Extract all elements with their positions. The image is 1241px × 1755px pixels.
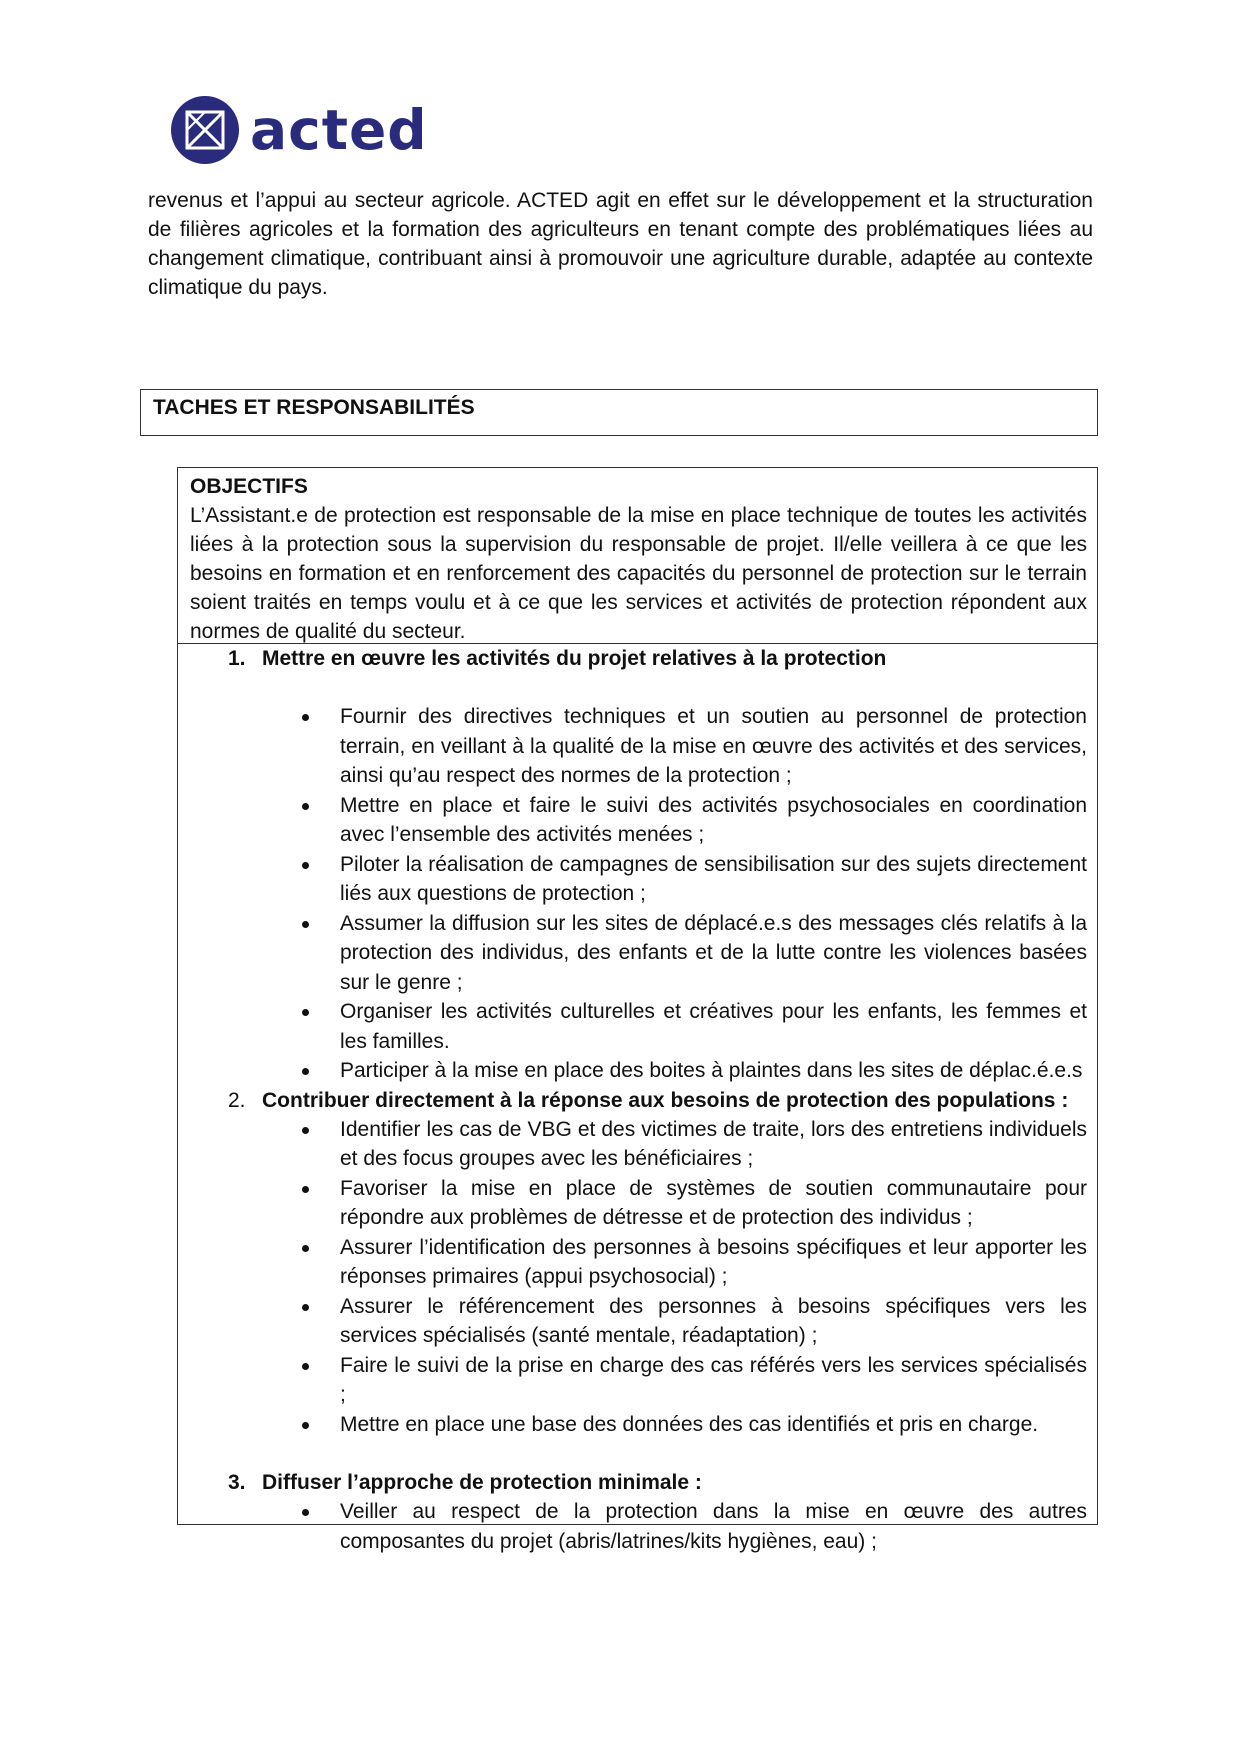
bullet-icon bbox=[302, 714, 309, 721]
section-3-number: 3. bbox=[228, 1471, 246, 1494]
acted-logo bbox=[170, 95, 428, 165]
intro-paragraph: revenus et l’appui au secteur agricole. ACTED agit en effet sur le développement et la structuration de filières agricoles et la formation des agriculteurs en tenant compte des problématiques liées au changement climatique, contribuant ainsi à promouvoir une agriculture durable, adaptée au contexte climatique du pays. bbox=[148, 189, 1093, 299]
acted-logo-mark bbox=[170, 95, 240, 165]
taches-title: TACHES ET RESPONSABILITÉS bbox=[153, 396, 475, 419]
list-item: Assumer la diffusion sur les sites de déplacé.e.s des messages clés relatifs à la protection des individus, des enfants et de la lutte contre les violences basées sur le genre ; bbox=[178, 909, 1087, 998]
responsibilities-table bbox=[177, 467, 1098, 1553]
bullet-icon bbox=[302, 1509, 309, 1516]
section-1-list bbox=[178, 702, 1087, 1086]
section-3-list bbox=[178, 1497, 1087, 1556]
tasks-cell bbox=[178, 644, 1097, 1556]
section-1-number: 1. bbox=[228, 647, 246, 670]
section-1-title: Mettre en œuvre les activités du projet relatives à la protection bbox=[262, 647, 887, 670]
bullet-icon bbox=[302, 1245, 309, 1252]
bullet-icon bbox=[302, 1068, 309, 1075]
bullet-icon bbox=[302, 1009, 309, 1016]
bullet-icon bbox=[302, 1304, 309, 1311]
objectifs-title: OBJECTIFS bbox=[190, 475, 308, 498]
list-item: Identifier les cas de VBG et des victimes de traite, lors des entretiens individuels et des focus groupes avec les bénéficiaires ; bbox=[178, 1115, 1087, 1174]
list-item: Favoriser la mise en place de systèmes de soutien communautaire pour répondre aux problèmes de détresse et de protection des individus ; bbox=[178, 1174, 1087, 1233]
section-3-title: Diffuser l’approche de protection minimale : bbox=[262, 1471, 702, 1494]
list-item: Mettre en place et faire le suivi des activités psychosociales en coordination avec l’ensemble des activités menées ; bbox=[178, 791, 1087, 850]
list-item: Mettre en place une base des données des cas identifiés et pris en charge. bbox=[178, 1410, 1087, 1440]
list-item: Fournir des directives techniques et un soutien au personnel de protection terrain, en veillant à la qualité de la mise en œuvre des activités et des services, ainsi qu’au respect des normes de la protection ; bbox=[178, 702, 1087, 791]
bullet-icon bbox=[302, 1422, 309, 1429]
objectifs-text: L’Assistant.e de protection est responsable de la mise en place technique de toutes les activités liées à la protection sous la supervision du responsable de projet. Il/elle veillera à ce que les besoins en formation et en renforcement des capacités du personnel de protection sur le terrain soient traités en temps voulu et à ce que les services et activités de protection répondent aux normes de qualité du secteur. bbox=[190, 504, 1087, 643]
list-item: Assurer l’identification des personnes à besoins spécifiques et leur apporter les réponses primaires (appui psychosocial) ; bbox=[178, 1233, 1087, 1292]
section-2-number: 2. bbox=[228, 1088, 246, 1112]
section-2-title: Contribuer directement à la réponse aux besoins de protection des populations : bbox=[262, 1088, 1069, 1112]
bullet-icon bbox=[302, 862, 309, 869]
list-item: Participer à la mise en place des boites à plaintes dans les sites de déplac.é.e.s bbox=[178, 1056, 1087, 1086]
section-2-heading bbox=[178, 1086, 1087, 1115]
bullet-icon bbox=[302, 1127, 309, 1134]
list-item: Faire le suivi de la prise en charge des cas référés vers les services spécialisés ; bbox=[178, 1351, 1087, 1410]
bullet-icon bbox=[302, 1186, 309, 1193]
bullet-icon bbox=[302, 921, 309, 928]
section-3-heading bbox=[178, 1468, 1087, 1497]
list-item: Assurer le référencement des personnes à besoins spécifiques vers les services spécialisés (santé mentale, réadaptation) ; bbox=[178, 1292, 1087, 1351]
list-item: Piloter la réalisation de campagnes de sensibilisation sur des sujets directement liés aux questions de protection ; bbox=[178, 850, 1087, 909]
taches-section-header bbox=[140, 389, 1098, 436]
objectifs-cell bbox=[178, 468, 1097, 644]
bullet-icon bbox=[302, 1363, 309, 1370]
section-2-list bbox=[178, 1115, 1087, 1440]
bullet-icon bbox=[302, 803, 309, 810]
list-item: Organiser les activités culturelles et créatives pour les enfants, les femmes et les familles. bbox=[178, 997, 1087, 1056]
list-item: Veiller au respect de la protection dans la mise en œuvre des autres composantes du projet (abris/latrines/kits hygiènes, eau) ; bbox=[178, 1497, 1087, 1556]
section-1-heading bbox=[178, 644, 1087, 673]
logo-text: acted bbox=[250, 97, 428, 162]
